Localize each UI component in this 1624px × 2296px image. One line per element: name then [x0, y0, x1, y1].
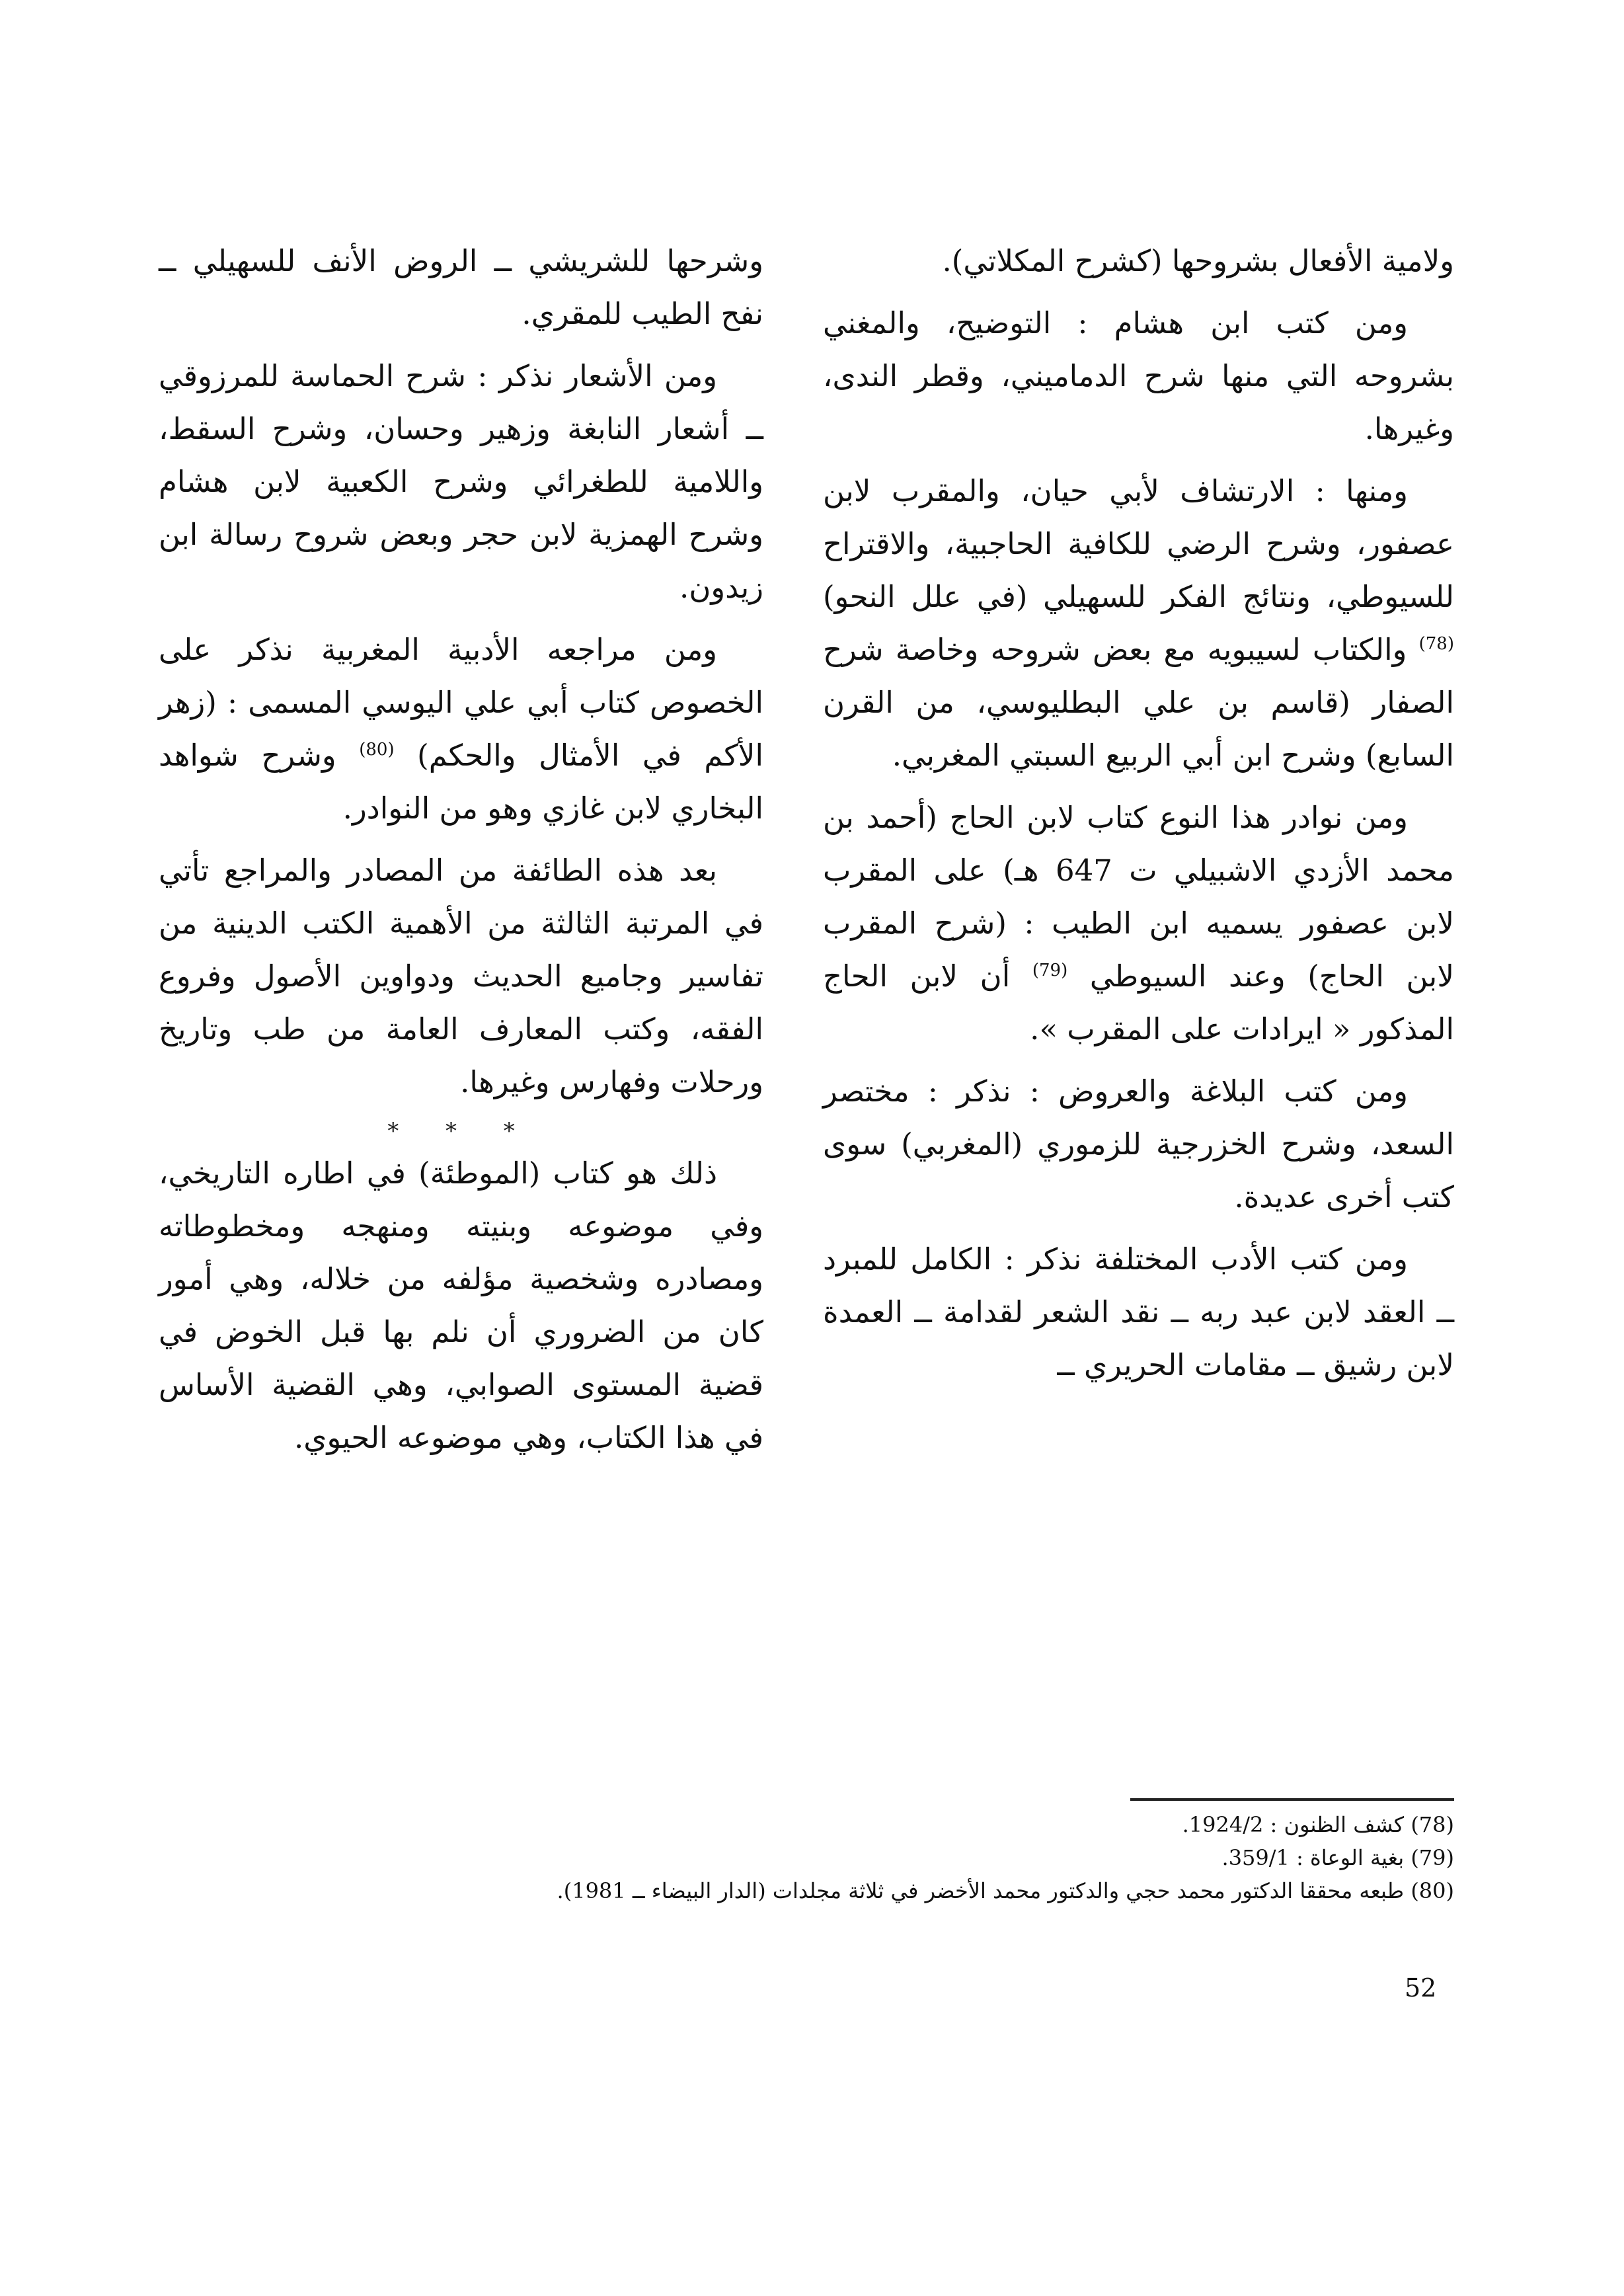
footnote-ref[interactable]: (80) — [359, 740, 395, 760]
footnote-divider — [1130, 1798, 1454, 1801]
footnotes — [463, 1808, 1454, 1907]
paragraph: ومن كتب الأدب المختلفة نذكر : الكامل للمبرد ــ العقد لابن عبد ربه ــ نقد الشعر لقدامة ــ العمدة لابن رشيق ــ مقامات الحريري ــ — [823, 1242, 1454, 1382]
footnote-79: (79) بغية الوعاة : 359/1. — [1221, 1845, 1454, 1870]
paragraph: وشرحها للشريشي ــ الروض الأنف للسهيلي ــ نفح الطيب للمقري. — [159, 243, 763, 331]
right-column — [823, 235, 1454, 1401]
paragraph: ذلك هو كتاب (الموطئة) في اطاره التاريخي، وفي موضوعه وبنيته ومنهجه ومخطوطاته ومصادره وشخصية مؤلفه من خلاله، وهي أمور كان من الضروري أن نلم بها قبل الخوض في قضية المستوى الصوابي، وهي القضية الأساس في هذا الكتاب، وهي موضوعه الحيوي. — [159, 1156, 763, 1455]
page-number: 52 — [1405, 1973, 1437, 2002]
section-separator: * * * — [387, 1118, 535, 1144]
paragraph: ومن مراجعه الأدبية المغربية نذكر على الخصوص كتاب أبي علي اليوسي المسمى : (زهر الأكم في الأمثال والحكم) $^{(80)}$ وشرح شواهد البخاري لابن غازي وهو من النوادر. — [159, 632, 763, 826]
footnote-ref[interactable]: (78) — [1418, 634, 1454, 654]
paragraph: ولامية الأفعال بشروحها (كشرح المكلاتي). — [942, 243, 1454, 278]
footnote-78: (78) كشف الظنون : 1924/2. — [1182, 1812, 1454, 1837]
paragraph: ومن كتب البلاغة والعروض : نذكر : مختصر السعد، وشرح الخزرجية للزموري (المغربي) سوى كتب أخرى عديدة. — [823, 1074, 1454, 1214]
paragraph: ومن كتب ابن هشام : التوضيح، والمغني بشروحه التي منها شرح الدماميني، وقطر الندى، وغيرها. — [823, 305, 1454, 446]
paragraph: بعد هذه الطائفة من المصادر والمراجع تأتي في المرتبة الثالثة من الأهمية الكتب الدينية من تفاسير وجاميع الحديث ودواوين الأصول وفروع الفقه، وكتب المعارف العامة من طب وتاريخ ورحلات وفهارس وغيرها. — [159, 853, 763, 1099]
footnote-80: (80) طبعه محققا الدكتور محمد حجي والدكتور محمد الأخضر في ثلاثة مجلدات (الدار البيضاء ــ 1981). — [557, 1878, 1454, 1903]
paragraph: ومن الأشعار نذكر : شرح الحماسة للمرزوقي ــ أشعار النابغة وزهير وحسان، وشرح السقط، واللامية للطغرائي وشرح الكعبية لابن هشام وشرح الهمزية لابن حجر وبعض شروح رسالة ابن زيدون. — [159, 358, 763, 605]
footnote-ref[interactable]: (79) — [1032, 961, 1068, 980]
paragraph: ومن نوادر هذا النوع كتاب لابن الحاج (أحمد بن محمد الأزدي الاشبيلي ت 647 هـ) على المقرب لابن عصفور يسميه ابن الطيب : (شرح المقرب لابن الحاج) وعند السيوطي $^{(79)}$ أن لابن الحاج المذكور « ايرادات على المقرب ». — [823, 800, 1454, 1047]
paragraph: ومنها : الارتشاف لأبي حيان، والمقرب لابن عصفور، وشرح الرضي للكافية الحاجبية، والاقتراح للسيوطي، ونتائج الفكر للسهيلي (في علل النحو) $^{(78)}$ والكتاب لسيبويه مع بعض شروحه وخاصة شرح الصفار (قاسم بن علي البطليوسي، من القرن السابع) وشرح ابن أبي الربيع السبتي المغربي. — [823, 473, 1454, 773]
left-column — [159, 235, 763, 1474]
